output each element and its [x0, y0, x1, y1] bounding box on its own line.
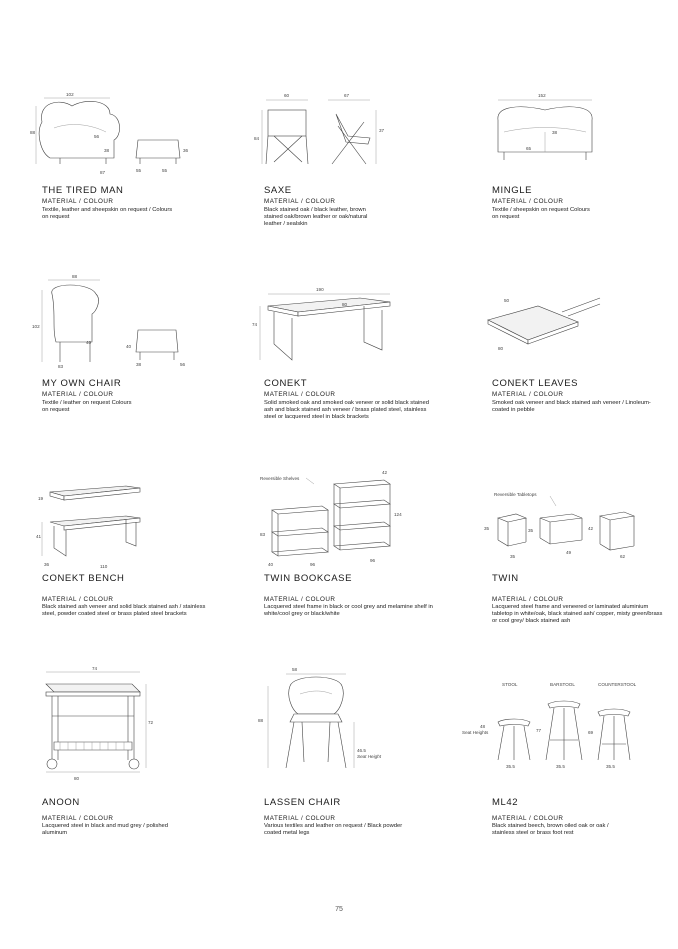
material-label: MATERIAL / COLOUR [492, 815, 564, 822]
dim-height: 88 [258, 718, 264, 723]
dim-length: 190 [316, 287, 324, 292]
dim-width: 152 [538, 93, 546, 98]
dim-counterstool-height: 69 [588, 730, 594, 735]
product-name: ANOON [42, 797, 80, 808]
counterstool-label: COUNTERSTOOL [598, 682, 637, 687]
dim-height: 102 [32, 324, 40, 329]
dim-height: 84 [254, 136, 260, 141]
product-description: Smoked oak veneer and black stained ash veneer / Linoleum-coated in pebble [492, 400, 651, 413]
dim-depth: 83 [58, 364, 64, 369]
dim-width-1: 96 [310, 562, 316, 567]
product-description: Various textiles and leather on request / Black powder coated metal legs [264, 823, 403, 836]
dim-width-2: 96 [370, 558, 376, 563]
product-name: TWIN BOOKCASE [264, 573, 353, 584]
product-description: Black stained oak / black leather, brown stained oak/brown leather or oak/natural leather / sealskin [264, 207, 368, 227]
material-label: MATERIAL / COLOUR [492, 596, 564, 603]
dim-height: 41 [36, 534, 42, 539]
product-name: CONEKT LEAVES [492, 378, 579, 389]
dim-tall-width: 62 [620, 554, 626, 559]
dim-depth: 67 [344, 93, 350, 98]
dim-depth: 42 [382, 470, 388, 475]
dim-width: 60 [284, 93, 290, 98]
anoon-drawing [36, 664, 161, 784]
product-description: Black stained beech, brown oiled oak or oak / stainless steel or brass foot rest [492, 823, 609, 836]
reversible-shelves-note: Reversible Shelves [260, 476, 300, 481]
dim-tall-height: 42 [588, 526, 594, 531]
material-label: MATERIAL / COLOUR [42, 391, 114, 398]
dim-width: 50 [504, 298, 510, 303]
dim-width: 88 [72, 274, 78, 279]
dim-width: 58 [292, 667, 298, 672]
dim-barstool-height: 77 [536, 728, 542, 733]
dim-stool-d: 38 [136, 362, 142, 367]
product-name: LASSEN CHAIR [264, 797, 341, 808]
material-label: MATERIAL / COLOUR [264, 815, 336, 822]
dim-stool-height: 40 [126, 344, 132, 349]
material-label: MATERIAL / COLOUR [492, 198, 564, 205]
dim-depth: 80 [74, 776, 80, 781]
conekt-drawing [252, 284, 402, 374]
dim-height: 74 [252, 322, 258, 327]
dim-side-width: 35 [510, 554, 516, 559]
dim-counterstool-width: 35.5 [606, 764, 615, 769]
product-description: Textile / leather on request Colours on request [42, 400, 132, 413]
my-own-chair-drawing [30, 272, 195, 372]
dim-coffee-height: 35 [528, 528, 534, 533]
seat-height-label: Seat Height [357, 754, 382, 759]
product-description: Lacquered steel frame and veneered or laminated aluminium tabletop in white/oak, black stained ash/ copper, misty green/brass or cool grey/ black stained ash [492, 604, 663, 624]
conekt-leaves-drawing [482, 290, 607, 360]
product-description: Lacquered steel in black and mud grey / polished aluminum [42, 823, 169, 836]
dim-depth: 65 [526, 146, 532, 151]
product-description: Textile, leather and sheepskin on request / Colours on request [42, 207, 173, 220]
dim-low-height: 83 [260, 532, 266, 537]
product-description: Textile / sheepskin on request Colours on request [492, 207, 590, 220]
lassen-chair-drawing [254, 664, 384, 774]
material-label: MATERIAL / COLOUR [42, 596, 114, 603]
dim-seat: 40 [86, 340, 92, 345]
material-label: MATERIAL / COLOUR [264, 391, 336, 398]
seat-heights-label: Seat Heights [462, 730, 489, 735]
product-description: Black stained ash veneer and solid black stained ash / stainless steel, powder coated steel or brass plated steel brackets [42, 604, 206, 617]
dim-height: 88 [30, 130, 36, 135]
product-name: ML42 [492, 797, 519, 808]
dim-barstool-width: 35.5 [556, 764, 565, 769]
material-label: MATERIAL / COLOUR [42, 198, 114, 205]
dim-stool-w: 56 [180, 362, 186, 367]
product-name: MINGLE [492, 185, 533, 196]
product-name: CONEKT [264, 378, 308, 389]
dim-width: 102 [66, 92, 74, 97]
reversible-tabletops-note: Reversible Tabletops [494, 492, 537, 497]
dim-side-height: 35 [484, 526, 490, 531]
ml42-drawing [462, 676, 662, 776]
dim-height: 72 [148, 720, 154, 725]
dim-depth: 80 [498, 346, 504, 351]
dim-coffee-width: 49 [566, 550, 572, 555]
dim-stool-d: 55 [136, 168, 142, 173]
material-label: MATERIAL / COLOUR [42, 815, 114, 822]
dim-seat-height: 37 [379, 128, 385, 133]
dim-seat-height: 46.5 [357, 748, 366, 753]
dim-seat: 38 [552, 130, 558, 135]
dim-width: 36 [44, 562, 50, 567]
dim-stool-width: 35.5 [506, 764, 515, 769]
mingle-drawing [490, 92, 600, 172]
material-label: MATERIAL / COLOUR [264, 198, 336, 205]
dim-stool-height: 48 [480, 724, 486, 729]
conekt-bench-drawing [30, 478, 160, 573]
product-name: THE TIRED MAN [42, 185, 124, 196]
material-label: MATERIAL / COLOUR [492, 391, 564, 398]
product-name: MY OWN CHAIR [42, 378, 122, 389]
dim-width: 74 [92, 666, 98, 671]
dim-seat: 38 [104, 148, 110, 153]
product-description: Lacquered steel frame in black or cool grey and melamine shelf in white/cool grey or black/white [264, 604, 433, 617]
dim-tall-height: 124 [394, 512, 402, 517]
barstool-label: BARSTOOL [550, 682, 575, 687]
dim-stool-height: 36 [183, 148, 189, 153]
dim-shelf-depth: 40 [268, 562, 274, 567]
stool-label: STOOL [502, 682, 518, 687]
product-name: SAXE [264, 185, 292, 196]
the-tired-man-drawing [30, 92, 205, 177]
saxe-drawing [252, 92, 392, 172]
twin-bookcase-drawing [258, 470, 403, 570]
dim-length: 110 [100, 564, 108, 569]
page-number: 75 [335, 906, 343, 913]
product-name: TWIN [492, 573, 519, 584]
dim-depth: 19 [38, 496, 44, 501]
twin-drawing [482, 488, 642, 563]
product-description: Solid smoked oak and smoked oak veneer or solid black stained ash and black stained ash veneer / brass plated steel, stainless steel or lacquered steel in black brackets [264, 400, 429, 420]
dim-depth: 80 [342, 302, 348, 307]
dim-arm: 56 [94, 134, 100, 139]
material-label: MATERIAL / COLOUR [264, 596, 336, 603]
product-name: CONEKT BENCH [42, 573, 125, 584]
dim-depth: 87 [100, 170, 106, 175]
dim-stool-w: 55 [162, 168, 168, 173]
